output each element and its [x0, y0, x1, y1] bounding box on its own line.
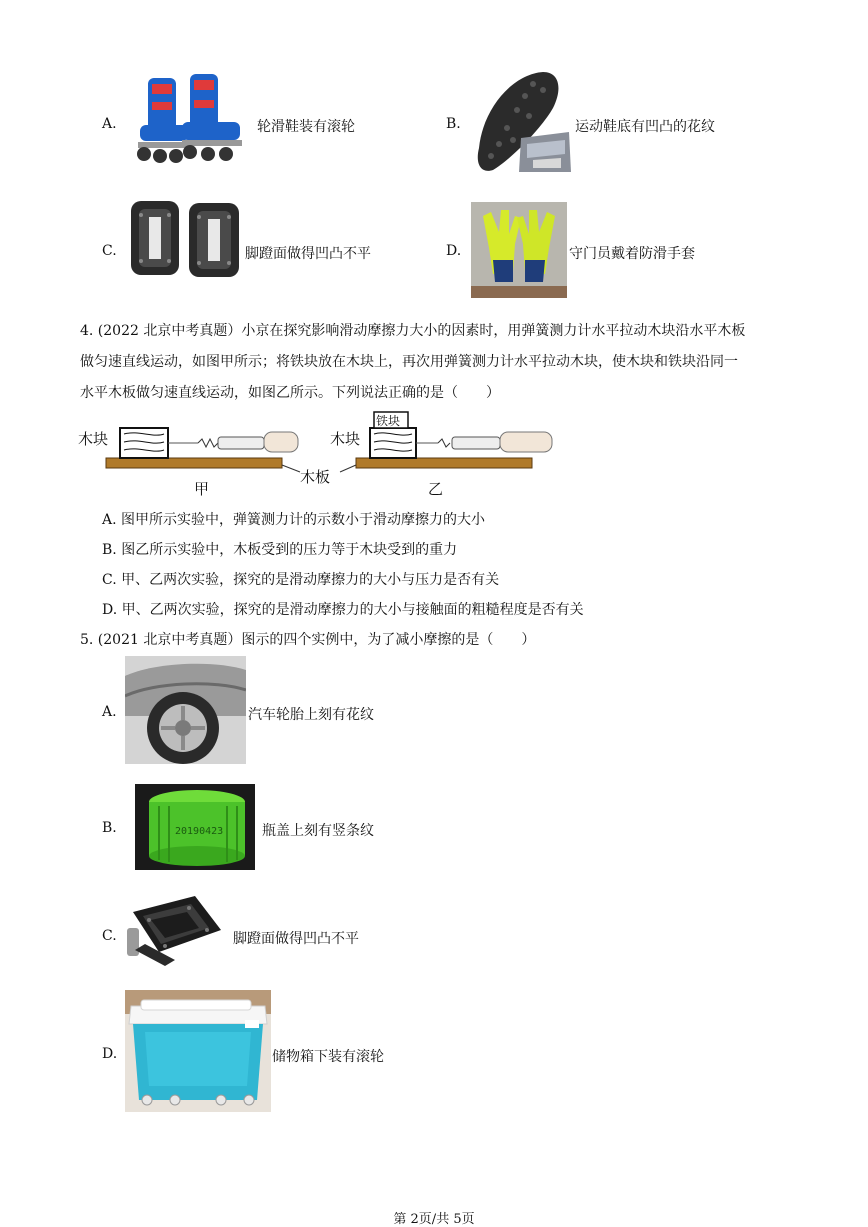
- label-iron-block: 铁块: [376, 414, 401, 428]
- q3-option-d-text: 守门员戴着防滑手套: [569, 246, 695, 262]
- q3-option-b-text: 运动鞋底有凹凸的花纹: [575, 119, 715, 135]
- q4-option-c: C. 甲、乙两次实验，探究的是滑动摩擦力的大小与压力是否有关: [102, 572, 500, 588]
- q5-option-d-text: 储物箱下装有滚轮: [272, 1049, 384, 1065]
- q5-option-b-letter: B.: [102, 820, 117, 836]
- q5-option-b-text: 瓶盖上刻有竖条纹: [262, 823, 374, 839]
- q4-stem-line-2: 做匀速直线运动，如图甲所示；将铁块放在木块上，再次用弹簧测力计水平拉动木块，使木块和铁块沿同一: [80, 354, 738, 370]
- goalkeeper-gloves-image: [471, 202, 567, 298]
- q4-option-a: A. 图甲所示实验中，弹簧测力计的示数小于滑动摩擦力的大小: [102, 512, 486, 528]
- sneaker-sole-image: [473, 68, 573, 176]
- q4-stem: [80, 316, 800, 409]
- q3-option-d-letter: D.: [446, 243, 462, 259]
- bicycle-pedals-image: [127, 195, 245, 281]
- page-footer: 第 2页/共 5页: [393, 1212, 475, 1227]
- q5-option-a-text: 汽车轮胎上刻有花纹: [248, 707, 374, 723]
- label-block-right: 木块: [330, 430, 361, 448]
- q5-stem: 5. (2021 北京中考真题）图示的四个实例中，为了减小摩擦的是（ ）: [80, 632, 536, 648]
- q5-option-d-letter: D.: [102, 1046, 118, 1062]
- caption-jia: 甲: [194, 480, 210, 498]
- q3-option-a-letter: A.: [102, 116, 117, 132]
- caption-yi: 乙: [428, 480, 444, 498]
- label-board: 木板: [300, 468, 331, 486]
- storage-box-image: [125, 990, 271, 1112]
- q3-option-a-text: 轮滑鞋装有滚轮: [257, 119, 355, 135]
- q4-stem-line-1: 4. (2022 北京中考真题）小京在探究影响滑动摩擦力大小的因素时，用弹簧测力计水平拉动木块沿水平木板: [80, 323, 746, 339]
- q5-option-c-letter: C.: [102, 928, 117, 944]
- q3-option-b-letter: B.: [446, 116, 461, 132]
- cap-print: 20190423: [175, 826, 224, 837]
- q3-option-c-text: 脚蹬面做得凹凸不平: [245, 246, 371, 262]
- q4-stem-line-3: 水平木板做匀速直线运动，如图乙所示。下列说法正确的是（ ）: [80, 385, 500, 401]
- q4-option-b: B. 图乙所示实验中，木板受到的压力等于木块受到的重力: [102, 542, 458, 558]
- roller-skates-image: [130, 70, 245, 170]
- q4-figure: [78, 410, 568, 500]
- q5-option-c-text: 脚蹬面做得凹凸不平: [233, 931, 359, 947]
- car-tire-image: [125, 656, 246, 764]
- bicycle-pedal-image: [125, 890, 225, 972]
- q3-option-c-letter: C.: [102, 243, 117, 259]
- q4-option-d: D. 甲、乙两次实验，探究的是滑动摩擦力的大小与接触面的粗糙程度是否有关: [102, 602, 584, 618]
- bottle-cap-image: [135, 784, 255, 870]
- label-block-left: 木块: [78, 430, 109, 448]
- q5-option-a-letter: A.: [102, 704, 117, 720]
